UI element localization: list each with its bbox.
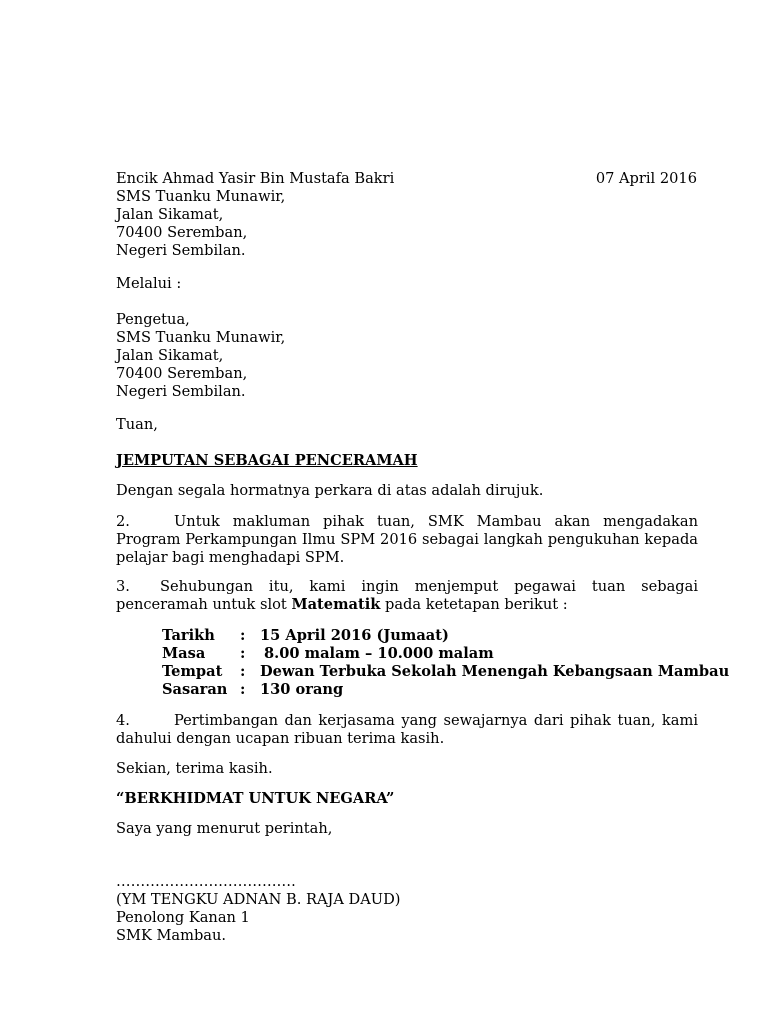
detail-value: Dewan Terbuka Sekolah Menengah Kebangsaan Mambau (260, 663, 730, 680)
detail-row (162, 663, 729, 681)
detail-value: 15 April 2016 (Jumaat) (260, 627, 449, 644)
paragraph-4 (116, 712, 698, 748)
sender-address-line: Jalan Sikamat, (116, 206, 224, 223)
salutation: Tuan, (116, 416, 158, 433)
detail-colon: : (240, 681, 246, 698)
sender-name: Encik Ahmad Yasir Bin Mustafa Bakri (116, 170, 395, 187)
paragraph-number: 4. (116, 712, 130, 729)
sender-address-line: 70400 Seremban, (116, 224, 248, 241)
closing-line: Sekian, terima kasih. (116, 760, 273, 777)
paragraph-text: pada ketetapan berikut : (385, 596, 568, 613)
recipient-line: SMS Tuanku Munawir, (116, 329, 286, 346)
signature-dots: ………………………………. (116, 873, 296, 890)
detail-row (162, 681, 729, 699)
paragraph-3 (116, 578, 698, 614)
subject-heading: JEMPUTAN SEBAGAI PENCERAMAH (116, 452, 418, 469)
detail-colon: : (240, 627, 246, 644)
detail-label: Sasaran (162, 681, 228, 698)
opening-paragraph: Dengan segala hormatnya perkara di atas adalah dirujuk. (116, 482, 544, 499)
detail-value: 130 orang (260, 681, 344, 698)
detail-colon: : (240, 645, 246, 662)
detail-row (162, 627, 729, 645)
motto: “BERKHIDMAT UNTUK NEGARA” (116, 790, 395, 807)
signatory-organisation: SMK Mambau. (116, 927, 227, 944)
recipient-block (116, 311, 285, 401)
paragraph-number: 2. (116, 513, 130, 530)
event-details-table (162, 627, 729, 699)
detail-value: 8.00 malam – 10.000 malam (264, 645, 494, 662)
signatory-title: Penolong Kanan 1 (116, 909, 250, 926)
detail-label: Tempat (162, 663, 223, 680)
paragraph-text: Pertimbangan dan kerjasama yang sewajarnya dari pihak tuan, kami dahului dengan ucapan ribuan terima kasih. (116, 712, 698, 747)
paragraph-text: Untuk makluman pihak tuan, SMK Mambau akan mengadakan Program Perkampungan Ilmu SPM 2016 sebagai langkah pengukuhan kepada pelajar bagi menghadapi SPM. (116, 513, 698, 566)
letter-date: 07 April 2016 (595, 170, 697, 187)
signatory-name: (YM TENGKU ADNAN B. RAJA DAUD) (116, 891, 401, 908)
signature-block (116, 873, 401, 945)
detail-row (162, 645, 729, 663)
recipient-line: Pengetua, (116, 311, 190, 328)
recipient-line: 70400 Seremban, (116, 365, 248, 382)
sender-address-line: SMS Tuanku Munawir, (116, 188, 286, 205)
paragraph-text: Sehubungan itu, kami ingin menjemput pegawai tuan sebagai penceramah untuk slot (116, 578, 698, 613)
detail-label: Masa (162, 645, 206, 662)
detail-label: Tarikh (162, 627, 215, 644)
recipient-line: Jalan Sikamat, (116, 347, 224, 364)
sender-block (116, 170, 394, 260)
slot-subject: Matematik (291, 596, 381, 613)
paragraph-number: 3. (116, 578, 130, 595)
sign-off: Saya yang menurut perintah, (116, 820, 333, 837)
sender-address-line: Negeri Sembilan. (116, 242, 246, 259)
via-label: Melalui : (116, 275, 182, 292)
detail-colon: : (240, 663, 246, 680)
paragraph-2 (116, 513, 698, 567)
recipient-line: Negeri Sembilan. (116, 383, 246, 400)
